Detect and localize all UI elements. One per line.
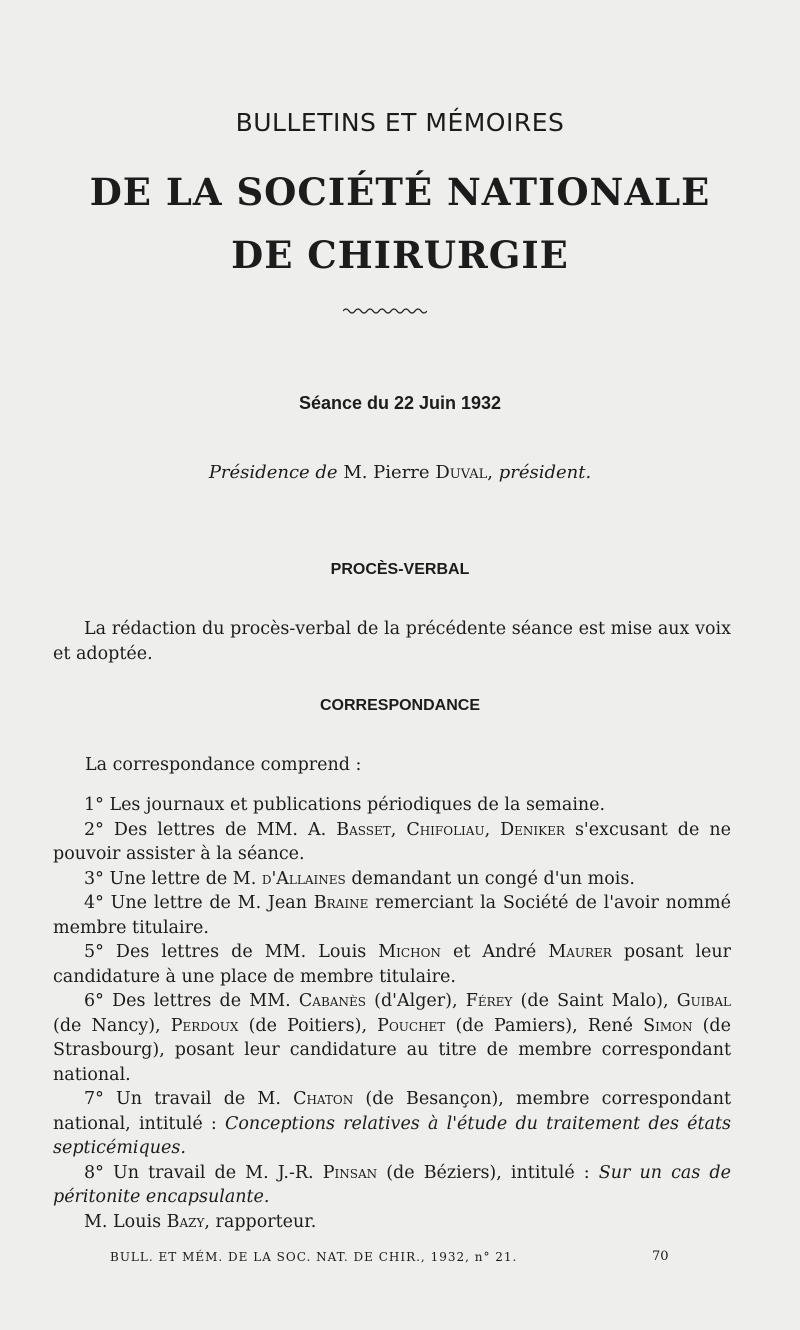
item-text-segment: (de Besançon), membre correspondant national, intitulé : bbox=[53, 1089, 732, 1134]
correspondance-item bbox=[53, 1161, 731, 1210]
item-text-segment: 8° Un travail de M. J.-R. bbox=[84, 1162, 323, 1183]
item-text-segment: Pinsan bbox=[322, 1162, 378, 1183]
presidency-line bbox=[0, 462, 800, 483]
proces-verbal-text: La rédaction du procès-verbal de la précédente séance est mise aux voix et adoptée. bbox=[53, 619, 731, 664]
ornament-divider bbox=[343, 306, 427, 316]
item-text-segment: posant leur candidature à une place de membre titulaire. bbox=[53, 942, 731, 987]
item-text-segment: 7° Un travail de M. bbox=[84, 1089, 294, 1109]
item-text-segment: Cabanès bbox=[298, 991, 366, 1011]
item-text-segment: (de Pamiers), René bbox=[445, 1015, 644, 1036]
item-text-segment: 6° Des lettres de MM. bbox=[84, 991, 299, 1011]
item-text-segment: , rapporteur. bbox=[204, 1211, 317, 1232]
item-text-segment: Chaton bbox=[293, 1089, 354, 1109]
item-text-segment: (de Nancy), bbox=[53, 1015, 171, 1036]
presidency-prefix: Présidence de bbox=[208, 462, 338, 483]
item-text-segment: Basset bbox=[336, 819, 391, 840]
page-number: 70 bbox=[652, 1249, 669, 1264]
item-text-segment: Maurer bbox=[548, 942, 612, 962]
president-last-name: Duval, bbox=[435, 462, 493, 483]
correspondance-item bbox=[53, 1087, 731, 1161]
president-role: président. bbox=[498, 462, 592, 483]
item-text-segment: (de Saint Malo), bbox=[512, 991, 677, 1011]
item-text-segment: Deniker bbox=[500, 819, 565, 840]
item-text-segment: Chifoliau bbox=[406, 819, 485, 840]
item-text-segment: Michon bbox=[378, 942, 441, 962]
item-text-segment: 2° Des lettres de MM. A. bbox=[84, 819, 337, 840]
correspondance-item bbox=[53, 867, 731, 892]
item-text-segment: Perdoux bbox=[170, 1015, 239, 1036]
journal-title-line2: DE LA SOCIÉTÉ NATIONALE bbox=[89, 170, 711, 214]
item-text-segment: Simon bbox=[643, 1015, 693, 1036]
item-text-segment: Férey bbox=[465, 991, 513, 1011]
correspondance-item bbox=[53, 989, 731, 1087]
item-text-segment: d'Allaines bbox=[261, 868, 346, 889]
item-text-segment: (de Strasbourg), posant leur candidature au titre de membre correspondant national. bbox=[53, 1015, 731, 1085]
correspondance-item bbox=[53, 1210, 731, 1235]
session-date: Séance du 22 Juin 1932 bbox=[298, 393, 502, 413]
correspondance-heading: CORRESPONDANCE bbox=[319, 697, 480, 714]
item-text-segment: s'excusant de ne pouvoir assister à la séance. bbox=[53, 819, 731, 864]
item-text-segment: Sur un cas de péritonite encapsulante. bbox=[53, 1162, 731, 1207]
proces-verbal-heading: PROCÈS-VERBAL bbox=[330, 561, 470, 578]
journal-title-line1: BULLETINS ET MÉMOIRES bbox=[235, 108, 565, 137]
president-first-name: M. Pierre bbox=[343, 462, 430, 483]
correspondance-item bbox=[53, 940, 731, 989]
item-text-segment: M. Louis bbox=[84, 1211, 167, 1232]
correspondance-item bbox=[53, 891, 731, 940]
item-text-segment: Pouchet bbox=[377, 1015, 446, 1036]
item-text-segment: Bazy bbox=[166, 1211, 205, 1232]
correspondance-item bbox=[53, 793, 731, 818]
item-text-segment: Braine bbox=[313, 893, 369, 913]
item-text-segment: 3° Une lettre de M. bbox=[84, 868, 262, 889]
correspondance-item bbox=[53, 818, 731, 867]
correspondance-intro: La correspondance comprend : bbox=[85, 755, 362, 775]
item-text-segment: (d'Alger), bbox=[365, 991, 466, 1011]
item-text-segment: (de Poitiers), bbox=[238, 1015, 378, 1036]
item-text-segment: Guibal bbox=[676, 991, 731, 1011]
item-text-segment: , bbox=[390, 819, 407, 840]
item-text-segment: et André bbox=[440, 942, 549, 962]
item-text-segment: 4° Une lettre de M. Jean bbox=[84, 893, 314, 913]
item-text-segment: remerciant la Société de l'avoir nommé membre titulaire. bbox=[53, 893, 732, 938]
item-text-segment: 1° Les journaux et publications périodiques de la semaine. bbox=[84, 795, 606, 815]
item-text-segment: , bbox=[484, 819, 501, 840]
journal-title-line3: DE CHIRURGIE bbox=[231, 233, 569, 277]
item-text-segment: 5° Des lettres de MM. Louis bbox=[84, 942, 379, 962]
correspondance-list bbox=[53, 793, 731, 1234]
footer-citation: BULL. ET MÉM. DE LA SOC. NAT. DE CHIR., 1932, n° 21. bbox=[110, 1250, 518, 1264]
item-text-segment: demandant un congé d'un mois. bbox=[345, 868, 635, 889]
item-text-segment: Conceptions relatives à l'étude du traitement des états septicémiques. bbox=[53, 1113, 731, 1158]
item-text-segment: (de Béziers), intitulé : bbox=[377, 1162, 599, 1183]
